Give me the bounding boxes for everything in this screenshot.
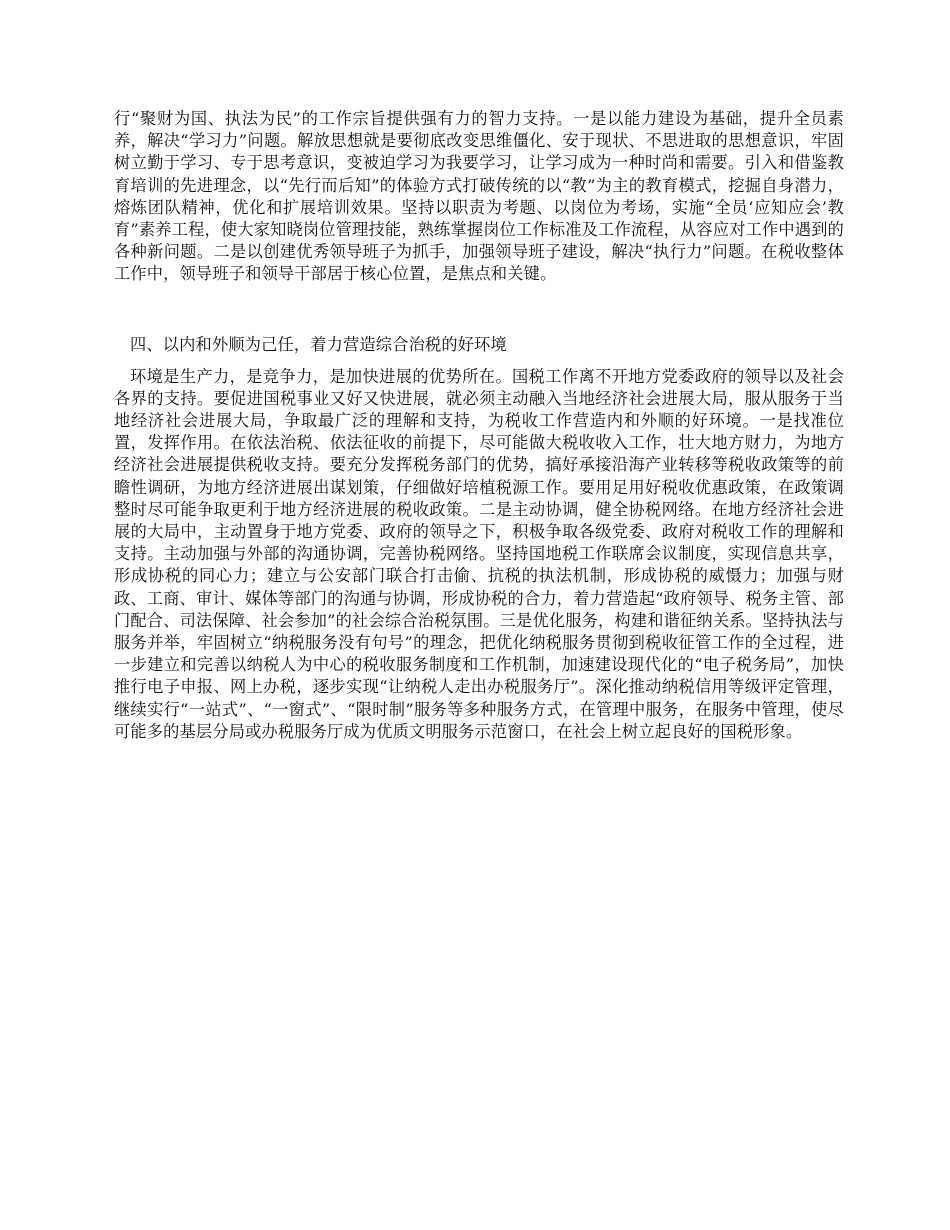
section-heading: 四、以内和外顺为己任，着力营造综合治税的好环境 [130,334,507,354]
body-paragraph: 行“聚财为国、执法为民”的工作宗旨提供强有力的智力支持。一是以能力建设为基础，提升全员素养，解决“学习力”问题。解放思想就是要彻底改变思维僵化、安于现状、不思进取的思想意识，牢固树立勤于学习、专于思考意识，变被迫学习为我要学习，让学习成为一种时尚和需要。引入和借鉴教育培训的先进理念，以“先行而后知”的体验方式打破传统的以“教”为主的教育模式，挖掘自身潜力，熔炼团队精神，优化和扩展培训效果。坚持以职责为考题、以岗位为考场，实施“全员‘应知应会’教育”素养工程，使大家知晓岗位管理技能，熟练掌握岗位工作标准及工作流程，从容应对工作中遇到的各种新问题。二是以创建优秀领导班子为抓手，加强领导班子建设，解决“执行力”问题。在税收整体工作中，领导班子和领导干部居于核心位置，是焦点和关键。 [114,109,844,284]
document-page [114,108,844,743]
body-paragraph: 环境是生产力，是竞争力，是加快进展的优势所在。国税工作离不开地方党委政府的领导以及社会各界的支持。要促进国税事业又好又快进展，就必须主动融入当地经济社会进展大局，服从服务于当地经济社会进展大局，争取最广泛的理解和支持，为税收工作营造内和外顺的好环境。一是找准位置，发挥作用。在依法治税、依法征收的前提下，尽可能做大税收收入工作，壮大地方财力，为地方经济社会进展提供税收支持。要充分发挥税务部门的优势，搞好承接沿海产业转移等税收政策等的前瞻性调研，为地方经济进展出谋划策，仔细做好培植税源工作。要用足用好税收优惠政策，在政策调整时尽可能争取更利于地方经济进展的税收政策。二是主动协调，健全协税网络。在地方经济社会进展的大局中，主动置身于地方党委、政府的领导之下，积极争取各级党委、政府对税收工作的理解和支持。主动加强与外部的沟通协调，完善协税网络。坚持国地税工作联席会议制度，实现信息共享，形成协税的同心力；建立与公安部门联合打击偷、抗税的执法机制，形成协税的威慑力；加强与财政、工商、审计、媒体等部门的沟通与协调，形成协税的合力，着力营造起“政府领导、税务主管、部门配合、司法保障、社会参加”的社会综合治税氛围。三是优化服务，构建和谐征纳关系。坚持执法与服务并举，牢固树立“纳税服务没有句号”的理念，把优化纳税服务贯彻到税收征管工作的全过程，进一步建立和完善以纳税人为中心的税收服务制度和工作机制，加速建设现代化的“电子税务局”，加快推行电子申报、网上办税，逐步实现“让纳税人走出办税服务厅”。深化推动纳税信用等级评定管理，继续实行“一站式”、“一窗式”、“限时制”服务等多种服务方式，在管理中服务，在服务中管理，使尽可能多的基层分局或办税服务厅成为优质文明服务示范窗口，在社会上树立起良好的国税形象。 [114,366,844,741]
